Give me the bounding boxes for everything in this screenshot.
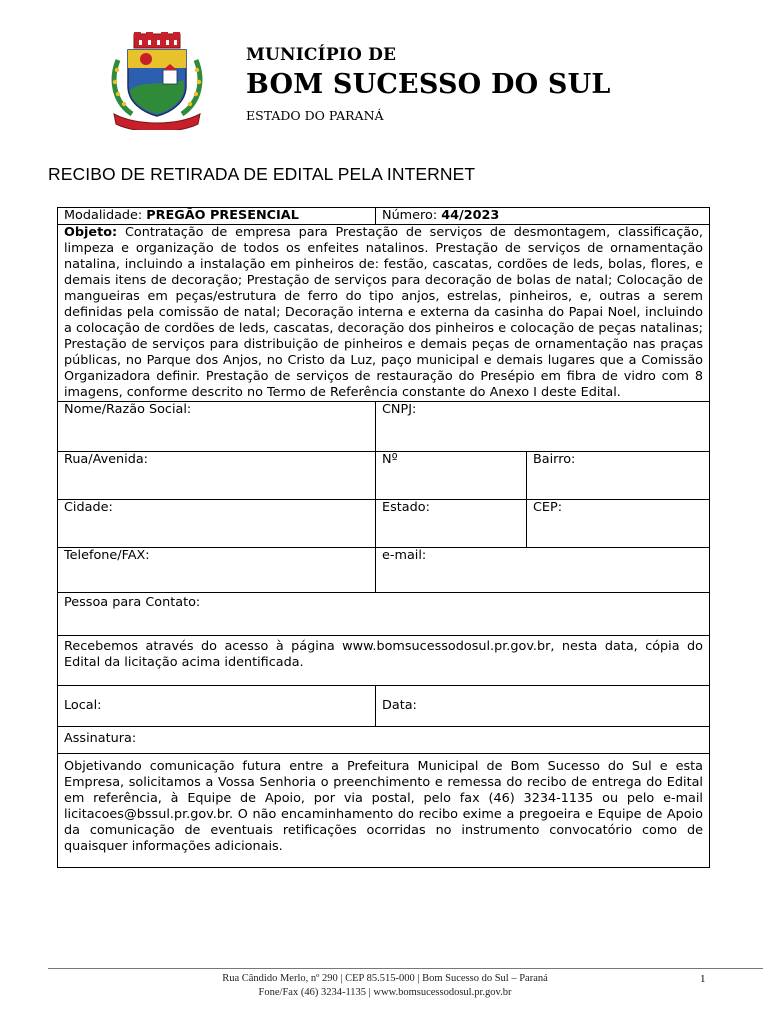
municipality-name: BOM SUCESSO DO SUL <box>246 69 611 100</box>
bairro-field[interactable] <box>527 452 710 500</box>
page-number: 1 <box>700 973 706 985</box>
nome-cnpj-row <box>58 402 710 452</box>
contato-label: Pessoa para Contato: <box>64 595 201 610</box>
recebemos-row <box>58 636 710 686</box>
cidade-label: Cidade: <box>64 500 113 515</box>
local-field[interactable] <box>58 686 376 727</box>
numero-endereco-field[interactable] <box>376 452 527 500</box>
cnpj-label: CNPJ: <box>382 402 417 417</box>
nome-field[interactable] <box>58 402 376 452</box>
assinatura-label: Assinatura: <box>64 731 137 746</box>
numero-endereco-label: Nº <box>382 452 398 467</box>
municipal-crest-logo <box>108 30 206 130</box>
objetivando-text: Objetivando comunicação futura entre a Prefeitura Municipal de Bom Sucesso do Sul e esta Empresa, solicitamos a Vossa Senhoria o preenchimento e remessa do recibo de entrega do Edital em referência, à Equipe de Apoio, por via postal, pelo fax (46) 3234-1135 ou pelo e-mail licitacoes@bssul.pr.gov.br. O não encaminhamento do recibo exime a pregoeira e Equipe de Apoio da comunicação de eventuais retificações ocorridas no instrumento convocatório como de quaisquer informações adicionais. <box>64 759 703 854</box>
email-field[interactable] <box>376 548 710 593</box>
objeto-label: Objeto: <box>64 225 118 240</box>
footer <box>150 972 620 1000</box>
nome-label: Nome/Razão Social: <box>64 402 192 417</box>
recebemos-text: Recebemos através do acesso à página www.bomsucessodosul.pr.gov.br, nesta data, cópia do Edital da licitação acima identificada. <box>64 639 703 670</box>
receipt-form-table <box>57 207 710 868</box>
modalidade-value: PREGÃO PRESENCIAL <box>146 208 299 223</box>
numero-cell <box>376 208 710 225</box>
email-label: e-mail: <box>382 548 427 563</box>
data-field[interactable] <box>376 686 710 727</box>
modalidade-cell <box>58 208 376 225</box>
objeto-cell <box>58 225 710 402</box>
bairro-label: Bairro: <box>533 452 576 467</box>
data-label: Data: <box>382 698 417 713</box>
estado-label: Estado: <box>382 500 430 515</box>
footer-contact: Fone/Fax (46) 3234-1135 | www.bomsucessodosul.pr.gov.br <box>258 987 512 998</box>
cidade-field[interactable] <box>58 500 376 548</box>
numero-label: Número: <box>382 208 438 223</box>
numero-value: 44/2023 <box>441 208 500 223</box>
assinatura-row <box>58 727 710 754</box>
cnpj-field[interactable] <box>376 402 710 452</box>
telefone-row <box>58 548 710 593</box>
municipality-label: MUNICÍPIO DE <box>246 45 397 65</box>
modalidade-label: Modalidade: <box>64 208 143 223</box>
local-label: Local: <box>64 698 102 713</box>
endereco-row <box>58 452 710 500</box>
objetivando-row <box>58 754 710 868</box>
objetivando-cell <box>58 754 710 868</box>
telefone-field[interactable] <box>58 548 376 593</box>
document-title: RECIBO DE RETIRADA DE EDITAL PELA INTERNET <box>48 164 476 184</box>
modalidade-row <box>58 208 710 225</box>
recebemos-cell <box>58 636 710 686</box>
local-data-row <box>58 686 710 727</box>
estado-field[interactable] <box>376 500 527 548</box>
cep-label: CEP: <box>533 500 563 515</box>
contato-row <box>58 593 710 636</box>
contato-field[interactable] <box>58 593 710 636</box>
objeto-text: Contratação de empresa para Prestação de serviços de desmontagem, classificação, limpeza e organização de todos os enfeites natalinos. Prestação de serviços de ornamentação natalina, incluindo a instalação em pinheiros de: festão, cascatas, cordões de leds, bolas, flores, e demais itens de decoração; Prestação de serviços para decoração de bolas de natal; Colocação de mangueiras em peças/estrutura de ferro do tipo anjos, estrelas, pinheiros, e, outras a serem definidas pela comissão de natal; Decoração interna e externa da casinha do Papai Noel, incluindo a colocação de cordões de leds, cascatas, decoração dos pinheiros e colocação de peças natalinas; Prestação de serviços para distribuição de pinheiros e demais peças de ornamentação nas praças públicas, no Parque dos Anjos, no Cristo da Luz, paço municipal e demais lugares que a Comissão Organizadora definir. Prestação de serviços de restauração do Presépio em fibra de vidro com 8 imagens, conforme descrito no Termo de Referência constante do Anexo I deste Edital. <box>64 225 703 400</box>
cep-field[interactable] <box>527 500 710 548</box>
telefone-label: Telefone/FAX: <box>64 548 150 563</box>
rua-label: Rua/Avenida: <box>64 452 148 467</box>
assinatura-field[interactable] <box>58 727 710 754</box>
footer-address: Rua Cândido Merlo, nº 290 | CEP 85.515-000 | Bom Sucesso do Sul – Paraná <box>222 973 548 984</box>
rua-field[interactable] <box>58 452 376 500</box>
objeto-row <box>58 225 710 402</box>
state-name: ESTADO DO PARANÁ <box>246 108 384 123</box>
cidade-row <box>58 500 710 548</box>
footer-divider <box>48 968 763 969</box>
